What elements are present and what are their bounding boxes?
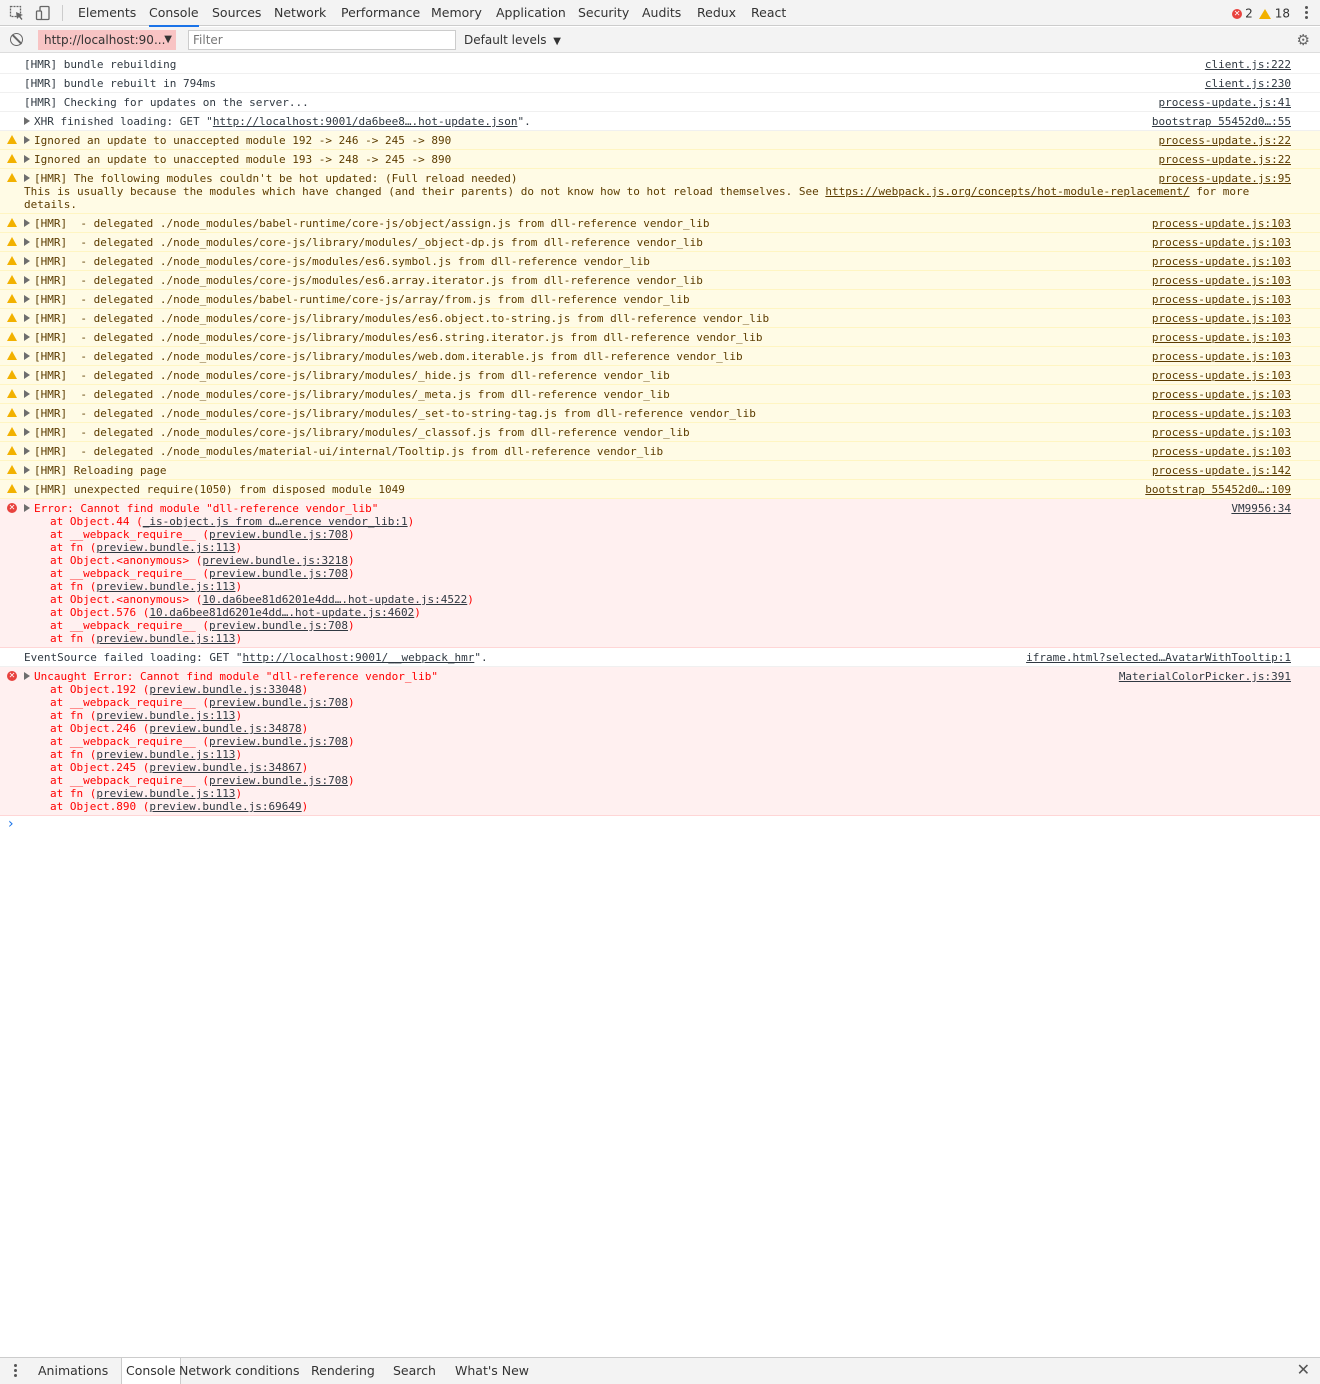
stack-frame-link[interactable]: preview.bundle.js:113	[96, 787, 236, 800]
stack-frame-text: at __webpack_require__ (	[50, 567, 209, 580]
console-warning-message	[0, 480, 1320, 499]
source-link[interactable]: process-update.js:103	[1151, 293, 1291, 306]
device-toolbar-icon[interactable]	[35, 5, 51, 21]
stack-frame	[24, 735, 1290, 748]
warning-count: 18	[1274, 6, 1290, 21]
stack-frame	[24, 528, 1290, 541]
expand-triangle-icon[interactable]	[24, 409, 30, 417]
drawer-tab-animations[interactable]: Animations	[38, 1363, 109, 1378]
error-icon: ✕	[8, 671, 16, 680]
stack-frame-text: at fn (	[50, 787, 97, 800]
stack-frame	[24, 800, 1290, 813]
console-warning-message	[0, 366, 1320, 385]
expand-triangle-icon[interactable]	[24, 672, 30, 680]
source-link[interactable]: process-update.js:103	[1151, 369, 1291, 382]
source-link[interactable]: process-update.js:103	[1151, 312, 1291, 325]
console-message	[0, 112, 1320, 131]
source-link[interactable]: client.js:230	[1204, 77, 1291, 90]
stack-frame-text: at Object.192 (	[50, 683, 150, 696]
warning-icon	[7, 427, 17, 436]
expand-triangle-icon[interactable]	[24, 219, 30, 227]
expand-triangle-icon[interactable]	[24, 352, 30, 360]
message-text: for more	[1189, 185, 1250, 198]
stack-frame-text: at fn (	[50, 541, 97, 554]
message-text: [HMR] - delegated ./node_modules/core-js/library/modules/_hide.js from dll-reference vendor_lib	[34, 369, 670, 382]
stack-frame	[24, 748, 1290, 761]
drawer-menu-icon[interactable]	[14, 1364, 18, 1379]
source-link[interactable]: process-update.js:22	[1158, 153, 1291, 166]
drawer-tab-what-s-new[interactable]: What's New	[455, 1363, 530, 1378]
console-warning-message	[0, 150, 1320, 169]
source-link[interactable]: process-update.js:41	[1158, 96, 1291, 109]
message-text: [HMR] bundle rebuilt in 794ms	[24, 77, 217, 90]
chevron-down-icon: ▼	[553, 36, 561, 47]
context-label: http://localhost:90...	[44, 33, 166, 47]
stack-frame	[24, 541, 1290, 554]
stack-frame-text: )	[407, 515, 415, 528]
message-text: [HMR] - delegated ./node_modules/core-js/library/modules/_classof.js from dll-reference vendor_lib	[34, 426, 690, 439]
tab-network[interactable]: Network	[274, 5, 327, 20]
warning-icon	[7, 332, 17, 341]
stack-frame	[24, 554, 1290, 567]
source-link[interactable]: process-update.js:103	[1151, 350, 1291, 363]
message-text: [HMR] The following modules couldn't be hot updated: (Full reload needed)	[34, 172, 518, 185]
message-text: [HMR] - delegated ./node_modules/core-js/modules/es6.symbol.js from dll-reference vendor_lib	[34, 255, 650, 268]
stack-frame-text: )	[348, 774, 355, 787]
message-text: Ignored an update to unaccepted module 192 -> 246 -> 245 -> 890	[34, 134, 452, 147]
stack-frame-text: at Object.890 (	[50, 800, 150, 813]
stack-frame-link[interactable]: preview.bundle.js:34878	[149, 722, 302, 735]
stack-frame-text: )	[235, 580, 243, 593]
expand-triangle-icon[interactable]	[24, 333, 30, 341]
stack-frame-text: )	[235, 709, 243, 722]
message-text: Ignored an update to unaccepted module 193 -> 248 -> 245 -> 890	[34, 153, 452, 166]
drawer-tab-network-conditions[interactable]: Network conditions	[179, 1363, 300, 1378]
stack-frame-link[interactable]: preview.bundle.js:708	[208, 619, 349, 632]
console-message	[0, 55, 1320, 74]
stack-frame-text: at fn (	[50, 709, 97, 722]
context-selector[interactable]	[38, 30, 176, 50]
error-count: 2	[1245, 6, 1253, 21]
source-link[interactable]: bootstrap 55452d0…:109	[1145, 483, 1291, 496]
console-warning-message	[0, 404, 1320, 423]
stack-frame-text: )	[348, 619, 355, 632]
stack-frame-text: )	[348, 554, 355, 567]
message-text: details.	[24, 198, 77, 211]
stack-frame-text: at __webpack_require__ (	[50, 774, 209, 787]
stack-frame-text: )	[301, 722, 309, 735]
message-text: [HMR] - delegated ./node_modules/core-js/library/modules/web.dom.iterable.js from dll-reference vendor_lib	[34, 350, 743, 363]
message-text: ".	[474, 651, 488, 664]
stack-frame-link[interactable]: preview.bundle.js:34867	[149, 761, 302, 774]
warning-icon	[1259, 9, 1271, 19]
warning-icon	[7, 351, 17, 360]
message-text: [HMR] bundle rebuilding	[24, 58, 177, 71]
gear-icon[interactable]: ⚙	[1296, 31, 1310, 49]
console-message	[0, 74, 1320, 93]
source-link[interactable]: process-update.js:142	[1151, 464, 1291, 477]
stack-frame-text: at fn (	[50, 580, 97, 593]
stack-frame-link[interactable]: preview.bundle.js:708	[208, 567, 349, 580]
stack-frame	[24, 515, 1290, 528]
warning-icon	[7, 135, 17, 144]
close-icon[interactable]: ✕	[1296, 1360, 1310, 1379]
stack-frame	[24, 722, 1290, 735]
warning-icon	[7, 294, 17, 303]
log-levels-dropdown[interactable]	[464, 30, 561, 50]
stack-frame-text: )	[235, 541, 243, 554]
drawer-tab-rendering[interactable]: Rendering	[311, 1363, 375, 1378]
warning-icon	[7, 218, 17, 227]
stack-frame-text: at Object.245 (	[50, 761, 150, 774]
message-text: [HMR] unexpected require(1050) from disposed module 1049	[34, 483, 405, 496]
message-text: [HMR] - delegated ./node_modules/core-js/library/modules/es6.object.to-string.js from dll-reference vendor_lib	[34, 312, 770, 325]
stack-frame-text: )	[235, 748, 243, 761]
stack-frame	[24, 761, 1290, 774]
drawer-tab-bar	[0, 1357, 1320, 1384]
toolbar-separator	[62, 5, 63, 21]
message-text: XHR finished loading: GET "	[34, 115, 213, 128]
clear-console-icon[interactable]	[10, 33, 23, 46]
message-text: [HMR] - delegated ./node_modules/material-ui/internal/Tooltip.js from dll-reference vendor_lib	[34, 445, 664, 458]
warning-icon	[7, 484, 17, 493]
console-warning-message	[0, 169, 1320, 214]
source-link[interactable]: process-update.js:103	[1151, 388, 1291, 401]
stack-frame-link[interactable]: preview.bundle.js:113	[96, 632, 236, 645]
warning-icon	[7, 173, 17, 182]
console-error-message	[0, 499, 1320, 648]
drawer-tab-console[interactable]: Console	[121, 1358, 181, 1384]
message-text: [HMR] - delegated ./node_modules/core-js/library/modules/_meta.js from dll-reference vendor_lib	[34, 388, 670, 401]
filter-input[interactable]	[188, 30, 456, 50]
tab-elements[interactable]: Elements	[78, 5, 137, 20]
error-icon: ✕	[8, 503, 16, 512]
console-warning-message	[0, 442, 1320, 461]
stack-frame-link[interactable]: preview.bundle.js:708	[208, 528, 349, 541]
stack-frame-text: )	[467, 593, 474, 606]
warning-icon	[7, 465, 17, 474]
warning-icon	[7, 389, 17, 398]
stack-frame-link[interactable]: preview.bundle.js:113	[96, 541, 236, 554]
expand-triangle-icon[interactable]	[24, 117, 30, 125]
console-warning-message	[0, 423, 1320, 442]
stack-frame-text: )	[235, 632, 243, 645]
stack-frame-text: at Object.<anonymous> (	[50, 593, 203, 606]
warning-icon	[7, 446, 17, 455]
stack-frame-text: at Object.<anonymous> (	[50, 554, 203, 567]
stack-frame	[24, 774, 1290, 787]
source-link[interactable]: process-update.js:103	[1151, 236, 1291, 249]
source-link[interactable]: process-update.js:95	[1158, 172, 1291, 185]
more-options-icon[interactable]	[1304, 5, 1308, 21]
stack-frame-link[interactable]: 10.da6bee81d6201e4dd….hot-update.js:4602	[149, 606, 415, 619]
tab-redux[interactable]: Redux	[697, 5, 737, 20]
stack-frame-text: )	[348, 696, 355, 709]
tab-audits[interactable]: Audits	[642, 5, 682, 20]
message-text: [HMR] - delegated ./node_modules/babel-runtime/core-js/object/assign.js from dll-reference vendor_lib	[34, 217, 710, 230]
message-url-link[interactable]: http://localhost:9001/da6bee8….hot-update.json	[212, 115, 518, 128]
warning-icon	[7, 313, 17, 322]
source-link[interactable]: process-update.js:103	[1151, 426, 1291, 439]
stack-frame-link[interactable]: preview.bundle.js:113	[96, 709, 236, 722]
warning-icon	[7, 154, 17, 163]
stack-frame-text: )	[235, 787, 243, 800]
expand-triangle-icon[interactable]	[24, 136, 30, 144]
message-text: [HMR] - delegated ./node_modules/core-js/modules/es6.array.iterator.js from dll-reference vendor_lib	[34, 274, 703, 287]
stack-frame-text: )	[301, 761, 309, 774]
stack-frame-text: )	[301, 683, 309, 696]
source-link[interactable]: bootstrap 55452d0…:55	[1151, 115, 1291, 128]
stack-frame	[24, 606, 1290, 619]
stack-frame	[24, 632, 1290, 645]
message-text: [HMR] - delegated ./node_modules/babel-runtime/core-js/array/from.js from dll-reference vendor_lib	[34, 293, 690, 306]
console-error-message	[0, 667, 1320, 816]
console-warning-message	[0, 290, 1320, 309]
console-warning-message	[0, 461, 1320, 480]
inspect-element-icon[interactable]	[9, 5, 25, 21]
console-prompt[interactable]	[0, 814, 1320, 834]
expand-triangle-icon[interactable]	[24, 371, 30, 379]
stack-frame-link[interactable]: preview.bundle.js:113	[96, 580, 236, 593]
console-warning-message	[0, 252, 1320, 271]
stack-frame	[24, 787, 1290, 800]
message-text: ".	[517, 115, 531, 128]
stack-frame-text: at __webpack_require__ (	[50, 528, 209, 541]
message-text: [HMR] - delegated ./node_modules/core-js/library/modules/_set-to-string-tag.js from dll-reference vendor_lib	[34, 407, 756, 420]
tab-performance[interactable]: Performance	[341, 5, 421, 20]
stack-frame-text: at fn (	[50, 748, 97, 761]
console-warning-message	[0, 385, 1320, 404]
stack-frame-link[interactable]: preview.bundle.js:113	[96, 748, 236, 761]
devtools-tab-bar	[0, 0, 1320, 26]
error-icon: ✕	[1233, 8, 1241, 18]
expand-triangle-icon[interactable]	[24, 276, 30, 284]
source-link[interactable]: process-update.js:103	[1151, 217, 1291, 230]
stack-frame	[24, 593, 1290, 606]
console-message	[0, 93, 1320, 112]
expand-triangle-icon[interactable]	[24, 314, 30, 322]
stack-frame-text: at Object.44 (	[50, 515, 143, 528]
stack-frame-link[interactable]: preview.bundle.js:69649	[149, 800, 302, 813]
stack-frame	[24, 683, 1290, 696]
stack-frame-text: )	[348, 735, 355, 748]
expand-triangle-icon[interactable]	[24, 174, 30, 182]
warning-icon	[7, 408, 17, 417]
console-warning-message	[0, 328, 1320, 347]
tab-sources[interactable]: Sources	[212, 5, 262, 20]
warning-icon	[7, 275, 17, 284]
source-link[interactable]: process-update.js:103	[1151, 274, 1291, 287]
stack-frame-text: at __webpack_require__ (	[50, 735, 209, 748]
console-warning-message	[0, 309, 1320, 328]
warning-icon	[7, 370, 17, 379]
message-text: [HMR] - delegated ./node_modules/core-js/library/modules/es6.string.iterator.js from dll-reference vendor_lib	[34, 331, 763, 344]
expand-triangle-icon[interactable]	[24, 257, 30, 265]
console-toolbar	[0, 27, 1320, 53]
stack-frame	[24, 696, 1290, 709]
stack-frame-text: )	[348, 567, 355, 580]
source-link[interactable]: process-update.js:103	[1151, 255, 1291, 268]
source-link[interactable]: process-update.js:22	[1158, 134, 1291, 147]
stack-frame-text: at Object.576 (	[50, 606, 150, 619]
expand-triangle-icon[interactable]	[24, 504, 30, 512]
drawer-tab-search[interactable]: Search	[393, 1363, 436, 1378]
stack-frame-link[interactable]: _is-object.js from d…erence vendor_lib:1	[142, 515, 408, 528]
message-text: Uncaught Error: Cannot find module "dll-reference vendor_lib"	[34, 670, 438, 683]
stack-frame-text: at __webpack_require__ (	[50, 619, 209, 632]
stack-frame-text: )	[301, 800, 309, 813]
source-link[interactable]: process-update.js:103	[1151, 331, 1291, 344]
stack-frame	[24, 709, 1290, 722]
expand-triangle-icon[interactable]	[24, 447, 30, 455]
chevron-down-icon: ▼	[164, 34, 172, 45]
stack-frame-link[interactable]: preview.bundle.js:33048	[149, 683, 302, 696]
tab-security[interactable]: Security	[578, 5, 630, 20]
expand-triangle-icon[interactable]	[24, 428, 30, 436]
tab-console[interactable]: Console	[149, 0, 199, 27]
stack-frame	[24, 580, 1290, 593]
message-text: [HMR] Reloading page	[34, 464, 167, 477]
expand-triangle-icon[interactable]	[24, 485, 30, 493]
tab-react[interactable]: React	[751, 5, 787, 20]
stack-frame	[24, 567, 1290, 580]
stack-frame	[24, 619, 1290, 632]
log-levels-label: Default levels	[464, 33, 547, 47]
console-warning-message	[0, 271, 1320, 290]
stack-frame-link[interactable]: 10.da6bee81d6201e4dd….hot-update.js:4522	[202, 593, 468, 606]
source-link[interactable]: iframe.html?selected…AvatarWithTooltip:1	[1026, 651, 1291, 664]
stack-frame-text: at __webpack_require__ (	[50, 696, 209, 709]
source-link[interactable]: client.js:222	[1204, 58, 1291, 71]
stack-frame-text: at fn (	[50, 632, 97, 645]
expand-triangle-icon[interactable]	[24, 155, 30, 163]
console-warning-message	[0, 347, 1320, 366]
expand-triangle-icon[interactable]	[24, 295, 30, 303]
console-messages	[0, 55, 1320, 816]
source-link[interactable]: MaterialColorPicker.js:391	[1118, 670, 1291, 683]
warning-icon	[7, 237, 17, 246]
expand-triangle-icon[interactable]	[24, 466, 30, 474]
console-warning-message	[0, 131, 1320, 150]
source-link[interactable]: process-update.js:103	[1151, 445, 1291, 458]
console-warning-message	[0, 214, 1320, 233]
message-text: [HMR] Checking for updates on the server...	[24, 96, 309, 109]
stack-frame-text: )	[414, 606, 421, 619]
stack-frame-text: )	[348, 528, 355, 541]
stack-frame-text: at Object.246 (	[50, 722, 150, 735]
stack-frame-link[interactable]: preview.bundle.js:708	[208, 735, 349, 748]
tab-application[interactable]: Application	[496, 5, 566, 20]
message-text: Error: Cannot find module "dll-reference vendor_lib"	[34, 502, 379, 515]
expand-triangle-icon[interactable]	[24, 238, 30, 246]
message-text: This is usually because the modules which have changed (and their parents) do not know how to hot reload themselves. See	[24, 185, 826, 198]
console-warning-message	[0, 233, 1320, 252]
source-link[interactable]: process-update.js:103	[1151, 407, 1291, 420]
message-url-link[interactable]: http://localhost:9001/__webpack_hmr	[242, 651, 475, 664]
tab-memory[interactable]: Memory	[431, 5, 482, 20]
message-url-link[interactable]: https://webpack.js.org/concepts/hot-module-replacement/	[825, 185, 1190, 198]
issue-counters[interactable]	[1232, 0, 1290, 26]
message-text: [HMR] - delegated ./node_modules/core-js/library/modules/_object-dp.js from dll-reference vendor_lib	[34, 236, 703, 249]
source-link[interactable]: VM9956:34	[1231, 502, 1291, 515]
expand-triangle-icon[interactable]	[24, 390, 30, 398]
prompt-chevron-icon: ›	[8, 816, 14, 832]
warning-icon	[7, 256, 17, 265]
stack-frame-link[interactable]: preview.bundle.js:3218	[202, 554, 349, 567]
stack-frame-link[interactable]: preview.bundle.js:708	[208, 774, 349, 787]
console-message	[0, 648, 1320, 667]
stack-frame-link[interactable]: preview.bundle.js:708	[208, 696, 349, 709]
message-text: EventSource failed loading: GET "	[24, 651, 243, 664]
